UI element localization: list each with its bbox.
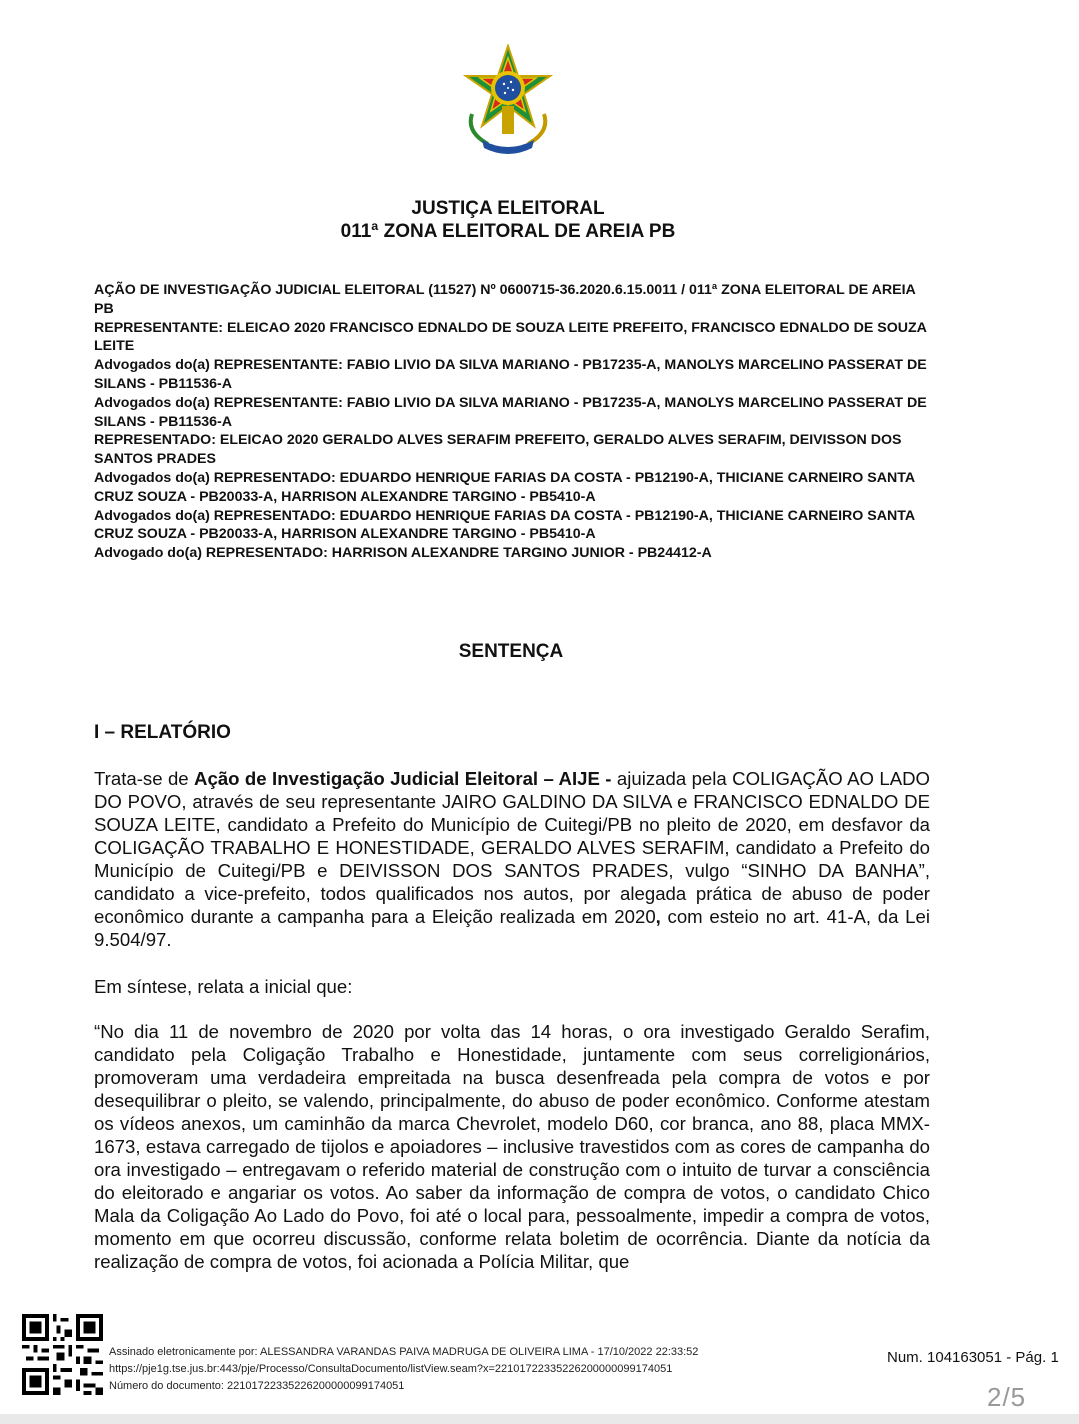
plaintiff-lawyers-line: Advogados do(a) REPRESENTANTE: FABIO LIVIO DA SILVA MARIANO - PB17235-A, MANOLYS MARCELINO PASSERAT DE SILANS - PB11536-A [94, 357, 927, 392]
plaintiff-line: REPRESENTANTE: ELEICAO 2020 FRANCISCO EDNALDO DE SOUZA LEITE PREFEITO, FRANCISCO EDNALDO DE SOUZA LEITE [94, 319, 927, 355]
bottom-bar [0, 1414, 1079, 1424]
signature-line: Assinado eletronicamente por: ALESSANDRA VARANDAS PAIVA MADRUGA DE OLIVEIRA LIMA - 17/10/2022 22:33:52 [109, 1346, 699, 1358]
section-heading: I – RELATÓRIO [94, 722, 231, 743]
page-indicator: 2/5 [987, 1382, 1027, 1412]
case-action-line: AÇÃO DE INVESTIGAÇÃO JUDICIAL ELEITORAL (11527) Nº 0600715-36.2020.6.15.0011 / 011ª ZONA ELEITORAL DE AREIA PB [94, 282, 916, 317]
summary-paragraph: Em síntese, relata a inicial que: [94, 976, 353, 997]
report-paragraph: Trata-se de Ação de Investigação Judicial Eleitoral – AIJE - ajuizada pela COLIGAÇÃO AO LADO DO POVO, através de seu representante JAIRO GALDINO DA SILVA e FRANCISCO EDNALDO DE SOUZA LEITE, candidato a Prefeito do Município de Cuitegi/PB no pleito de 2020, em desfavor da COLIGAÇÃO TRABALHO E HONESTIDADE, GERALDO ALVES SERAFIM, candidato a Prefeito do Município de Cuitegi/PB e DEIVISSON DOS SANTOS PRADES, vulgo “SINHO DA BANHA”, candidato a vice-prefeito, todos qualificados nos autos, por alegada prática de abuso de poder econômico durante a campanha para a Eleição realizada em 2020, com esteio no art. 41-A, da Lei 9.504/97. [94, 768, 930, 950]
electoral-zone: 011ª ZONA ELEITORAL DE AREIA PB [340, 221, 676, 242]
case-caption [94, 281, 934, 563]
document-number: Número do documento: 22101722335226200000099174051 [109, 1380, 405, 1392]
defendant-line: REPRESENTADO: ELEICAO 2020 GERALDO ALVES SERAFIM PREFEITO, GERALDO ALVES SERAFIM, DEIVISSON DOS SANTOS PRADES [94, 432, 902, 468]
document-url[interactable]: https://pje1g.tse.jus.br:443/pje/Processo/ConsultaDocumento/listView.seam?x=22101722335226200000099174051 [109, 1363, 673, 1375]
plaintiff-lawyers-line: Advogados do(a) REPRESENTANTE: FABIO LIVIO DA SILVA MARIANO - PB17235-A, MANOLYS MARCELINO PASSERAT DE SILANS - PB11536-A [94, 394, 927, 430]
document-title: SENTENÇA [458, 641, 564, 662]
defendant-lawyers-line: Advogados do(a) REPRESENTADO: EDUARDO HENRIQUE FARIAS DA COSTA - PB12190-A, THICIANE CARNEIRO SANTA CRUZ SOUZA - PB20033-A, HARRISON ALEXANDRE TARGINO - PB5410-A [94, 507, 915, 543]
quoted-paragraph: “No dia 11 de novembro de 2020 por volta das 14 horas, o ora investigado Geraldo Serafim, candidato pela Coligação Trabalho e Honestidade, juntamente com seus correligionários, promoveram uma verdadeira empreitada na busca desenfreada pela compra de votos e por desequilibrar o pleito, se valendo, principalmente, do abuso de poder econômico. Conforme atestam os vídeos anexos, um caminhão da marca Chevrolet, modelo D60, cor branca, ano 88, placa MMX-1673, estava carregado de tijolos e apoiadores – inclusive travestidos com as cores de campanha do ora investigado – entregavam o referido material de construção com o intuito de turvar a consciência do eleitorado e angariar os votos. Ao saber da informação de compra de votos, o candidato Chico Mala da Coligação Ao Lado do Povo, foi até o local para, pessoalmente, impedir a compra de votos, momento em que ocorreu discussão, conforme relata boletim de ocorrência. Diante da notícia da realização de compra de votos, foi acionada a Polícia Militar, que [94, 1021, 930, 1272]
defendant-lawyers-line: Advogados do(a) REPRESENTADO: EDUARDO HENRIQUE FARIAS DA COSTA - PB12190-A, THICIANE CARNEIRO SANTA CRUZ SOUZA - PB20033-A, HARRISON ALEXANDRE TARGINO - PB5410-A [94, 469, 915, 505]
brazil-coat-of-arms-icon [462, 44, 554, 160]
defendant-lawyer-line: Advogado do(a) REPRESENTADO: HARRISON ALEXANDRE TARGINO JUNIOR - PB24412-A [94, 545, 712, 562]
qr-code-icon [22, 1314, 103, 1395]
court-name: JUSTIÇA ELEITORAL [411, 198, 605, 219]
page-reference: Num. 104163051 - Pág. 1 [887, 1349, 1059, 1366]
signature-block [109, 1344, 698, 1395]
